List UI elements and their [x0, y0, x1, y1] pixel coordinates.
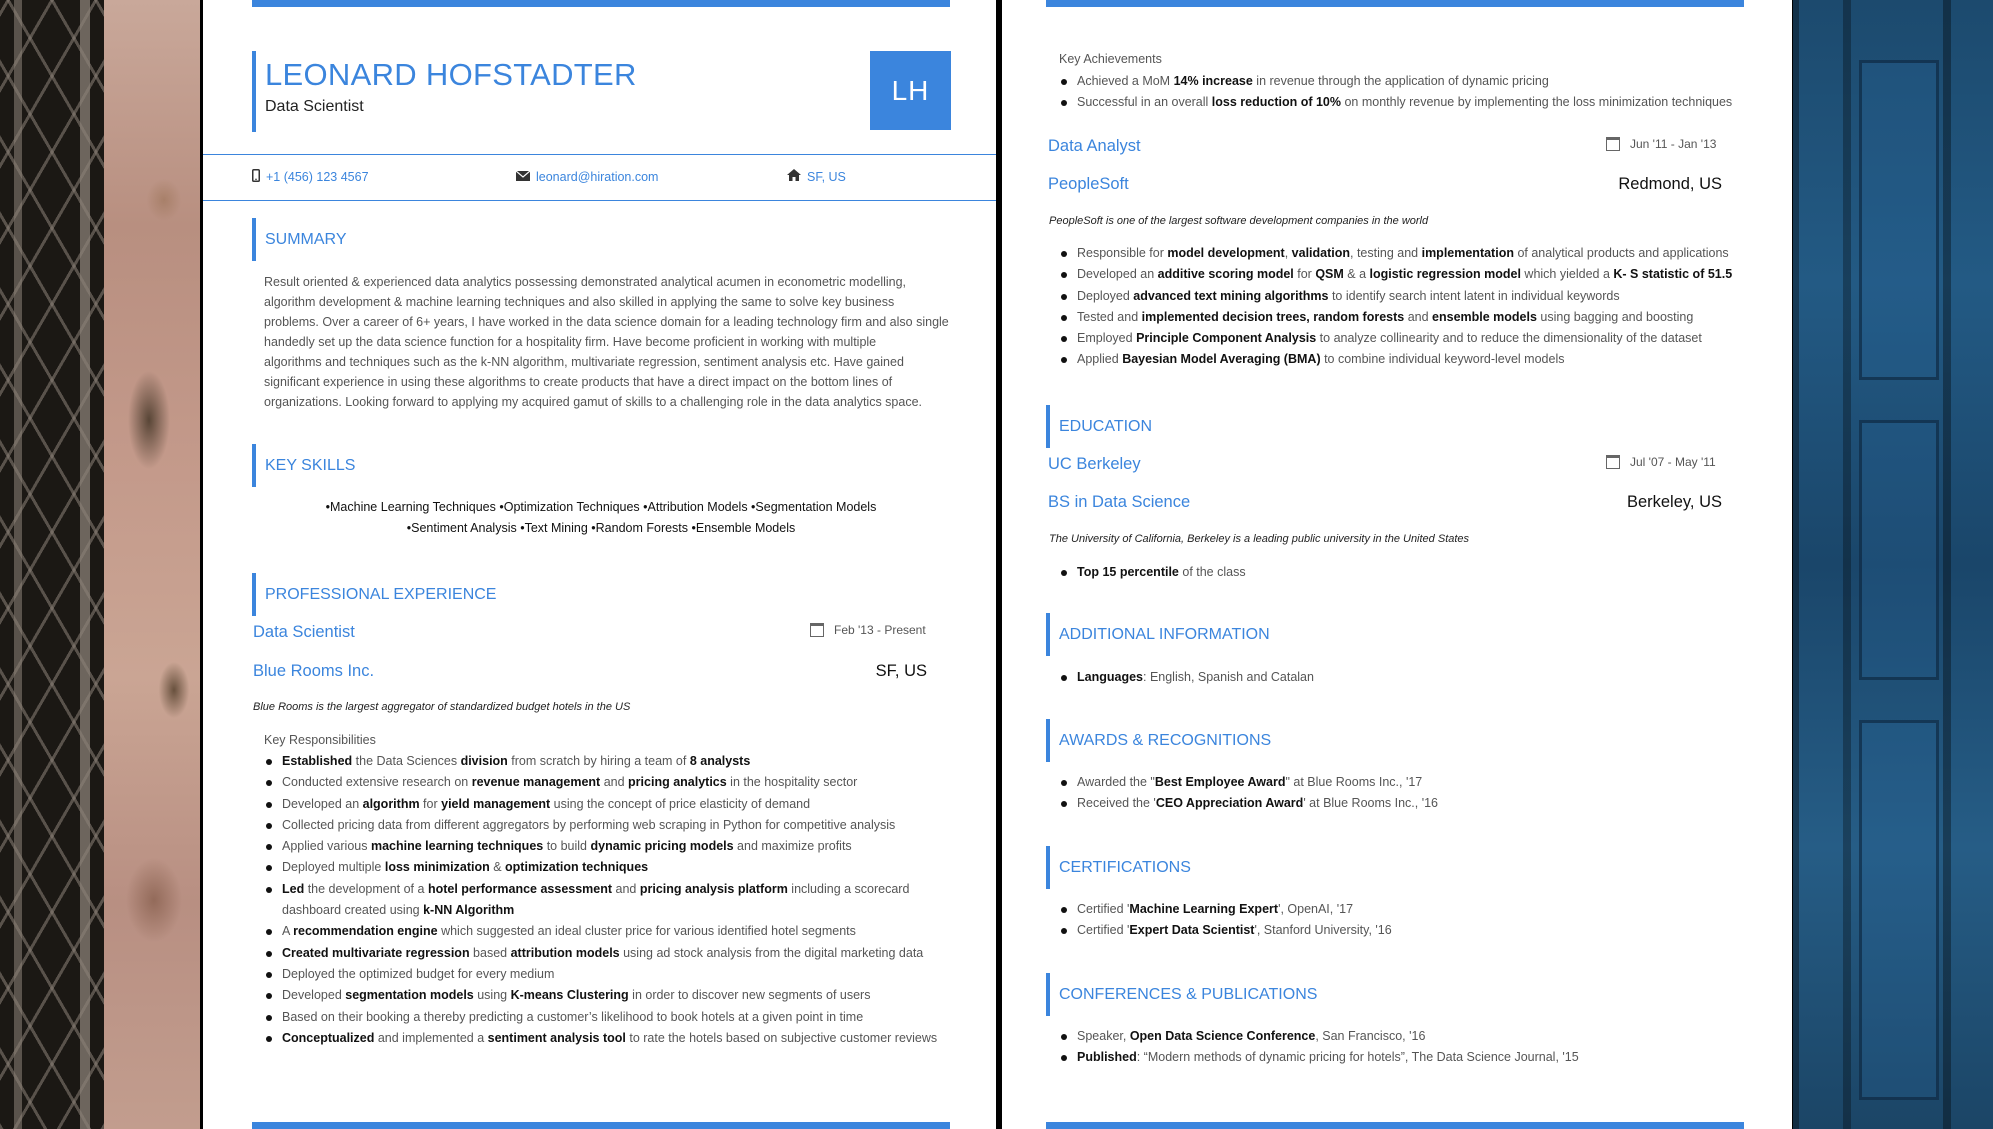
list-item: Achieved a MoM 14% increase in revenue through the application of dynamic pricing: [1059, 71, 1779, 92]
list-item: Developed an algorithm for yield management using the concept of price elasticity of demand: [264, 794, 969, 815]
calendar-icon: [1606, 137, 1620, 151]
list-item: Created multivariate regression based attribution models using ad stock analysis from the digital marketing data: [264, 943, 969, 964]
list-item: Applied various machine learning techniques to build dynamic pricing models and maximize profits: [264, 836, 969, 857]
summary-line: problems. Over a career of 6+ years, I have worked in the data science domain for a leading technology firm and also single: [264, 315, 949, 329]
list-item: Certified 'Machine Learning Expert', OpenAI, '17: [1059, 899, 1779, 920]
job-dates: [1606, 137, 1716, 151]
section-summary: SUMMARY: [252, 218, 347, 261]
list-item: Responsible for model development, validation, testing and implementation of analytical products and applications: [1059, 243, 1779, 264]
responsibilities-list: [264, 751, 969, 1049]
calendar-icon: [1606, 455, 1620, 469]
job-dates: [810, 623, 926, 637]
list-item: Employed Principle Component Analysis to analyze collinearity and to reduce the dimensionality of the dataset: [1059, 328, 1779, 349]
awards-bullets: [1059, 772, 1779, 815]
weathered-wall-image: [104, 0, 200, 1129]
metal-gate-image: [0, 0, 104, 1129]
door-panel: [1859, 420, 1939, 680]
list-item: Languages: English, Spanish and Catalan: [1059, 667, 1779, 688]
list-item: Speaker, Open Data Science Conference, San Francisco, '16: [1059, 1026, 1779, 1047]
contact-location: [787, 169, 846, 184]
background-photo-right: [1793, 0, 1993, 1129]
initials-badge: LH: [870, 51, 951, 130]
list-item: Developed segmentation models using K-means Clustering in order to discover new segments of users: [264, 985, 969, 1006]
list-item: Established the Data Sciences division from scratch by hiring a team of 8 analysts: [264, 751, 969, 772]
summary-line: algorithms and techniques such as the k-NN algorithm, multivariate regression, sentiment analysis etc. Have gained: [264, 355, 904, 369]
education-dates-text: Jul '07 - May '11: [1630, 455, 1716, 469]
company-name: Blue Rooms Inc.: [253, 662, 375, 680]
envelope-icon: [516, 169, 530, 184]
list-item: Published: “Modern methods of dynamic pricing for hotels”, The Data Science Journal, '15: [1059, 1047, 1779, 1068]
candidate-name: LEONARD HOFSTADTER: [265, 57, 637, 92]
list-item: Deployed the optimized budget for every medium: [264, 964, 969, 985]
list-item: Top 15 percentile of the class: [1059, 562, 1779, 583]
contact-phone: [252, 169, 369, 185]
background-photo-left: [0, 0, 200, 1129]
conferences-bullets: [1059, 1026, 1779, 1069]
accent-bar-top: [1046, 0, 1744, 7]
email-link[interactable]: leonard@hiration.com: [536, 169, 659, 184]
degree-name: BS in Data Science: [1048, 493, 1191, 511]
responsibilities-heading: Key Responsibilities: [264, 733, 376, 747]
list-item: Successful in an overall loss reduction of 10% on monthly revenue by implementing the loss minimization techniques: [1059, 92, 1779, 113]
summary-paragraph: [264, 272, 964, 412]
school-name: UC Berkeley: [1048, 455, 1141, 473]
certifications-bullets: [1059, 899, 1779, 942]
education-bullets: [1059, 562, 1779, 583]
achievements-list: [1059, 71, 1779, 114]
resume-page-2: [1002, 0, 1792, 1129]
skills-list: [252, 497, 950, 539]
section-key-skills: KEY SKILLS: [252, 444, 355, 487]
list-item: Conceptualized and implemented a sentiment analysis tool to rate the hotels based on subjective customer reviews: [264, 1028, 969, 1049]
resume-page-1: [203, 0, 996, 1129]
summary-line: significant experience in using these algorithms to create products that have a direct impact on the bottom lines of: [264, 375, 893, 389]
list-item: Based on their booking a thereby predicting a customer’s likelihood to book hotels at a given point in time: [264, 1007, 969, 1028]
list-item: Deployed advanced text mining algorithms to identify search intent latent in individual keywords: [1059, 286, 1779, 307]
section-conferences: CONFERENCES & PUBLICATIONS: [1046, 973, 1317, 1016]
summary-line: Result oriented & experienced data analytics possessing demonstrated analytical acumen in econometric modelling,: [264, 275, 907, 289]
contact-bar: [203, 154, 996, 201]
summary-line: organizations. Looking forward to applying my acquired gamut of skills to a challenging role in the data analytics space.: [264, 395, 923, 409]
job-bullets: [1059, 243, 1779, 371]
list-item: Applied Bayesian Model Averaging (BMA) to combine individual keyword-level models: [1059, 349, 1779, 370]
education-dates: [1606, 455, 1716, 469]
door-panel: [1859, 720, 1939, 1100]
list-item: Conducted extensive research on revenue management and pricing analytics in the hospitality sector: [264, 772, 969, 793]
achievements-heading: Key Achievements: [1059, 52, 1162, 66]
list-item: A recommendation engine which suggested an ideal cluster price for various identified hotel segments: [264, 921, 969, 942]
accent-bar-bottom: [1046, 1122, 1744, 1129]
list-item: Deployed multiple loss minimization & optimization techniques: [264, 857, 969, 878]
accent-bar-top: [252, 0, 950, 7]
list-item: Certified 'Expert Data Scientist', Stanford University, '16: [1059, 920, 1779, 941]
section-awards: AWARDS & RECOGNITIONS: [1046, 719, 1271, 762]
home-icon: [787, 169, 801, 184]
company-description: Blue Rooms is the largest aggregator of standardized budget hotels in the US: [253, 701, 631, 713]
section-certifications: CERTIFICATIONS: [1046, 846, 1191, 889]
header-name-block: [252, 51, 637, 132]
skills-line: •Machine Learning Techniques •Optimization Techniques •Attribution Models •Segmentation Models: [325, 500, 877, 514]
section-additional-information: ADDITIONAL INFORMATION: [1046, 613, 1270, 656]
section-professional-experience: PROFESSIONAL EXPERIENCE: [252, 573, 496, 616]
calendar-icon: [810, 623, 824, 637]
list-item: Received the 'CEO Appreciation Award' at Blue Rooms Inc., '16: [1059, 793, 1779, 814]
job-title: Data Scientist: [253, 623, 355, 641]
job-dates-text: Jun '11 - Jan '13: [1630, 137, 1717, 151]
education-location: Berkeley, US: [1626, 493, 1722, 511]
accent-bar-bottom: [252, 1122, 950, 1129]
contact-email: [516, 169, 658, 184]
list-item: Developed an additive scoring model for QSM & a logistic regression model which yielded a K- S statistic of 51.5: [1059, 264, 1779, 285]
skills-line: •Sentiment Analysis •Text Mining •Random Forests •Ensemble Models: [406, 521, 796, 535]
additional-bullets: [1059, 667, 1779, 688]
list-item: Collected pricing data from different aggregators by performing web scraping in Python for competitive analysis: [264, 815, 969, 836]
company-location: Redmond, US: [1618, 175, 1722, 193]
list-item: Tested and implemented decision trees, random forests and ensemble models using bagging and boosting: [1059, 307, 1779, 328]
candidate-role: Data Scientist: [265, 98, 364, 115]
summary-line: algorithm development & machine learning techniques and also skilled in applying the same to solve key business: [264, 295, 895, 309]
list-item: Awarded the "Best Employee Award" at Blue Rooms Inc., '17: [1059, 772, 1779, 793]
door-panel: [1859, 60, 1939, 380]
company-description: PeopleSoft is one of the largest software development companies in the world: [1049, 215, 1429, 227]
job-dates-text: Feb '13 - Present: [834, 623, 926, 637]
phone-icon: [252, 169, 260, 185]
job-title: Data Analyst: [1048, 137, 1141, 155]
list-item: Led the development of a hotel performance assessment and pricing analysis platform including a scorecard dashboard created using k-NN Algorithm: [264, 879, 969, 922]
phone-text[interactable]: +1 (456) 123 4567: [266, 170, 369, 184]
location-text: SF, US: [807, 169, 846, 184]
company-location: SF, US: [875, 662, 927, 680]
summary-line: handedly set up the data science function for a hospitality firm. Have become proficient in working with multiple: [264, 335, 877, 349]
school-description: The University of California, Berkeley is a leading public university in the United States: [1049, 533, 1470, 545]
company-name: PeopleSoft: [1048, 175, 1129, 193]
section-education: EDUCATION: [1046, 405, 1152, 448]
